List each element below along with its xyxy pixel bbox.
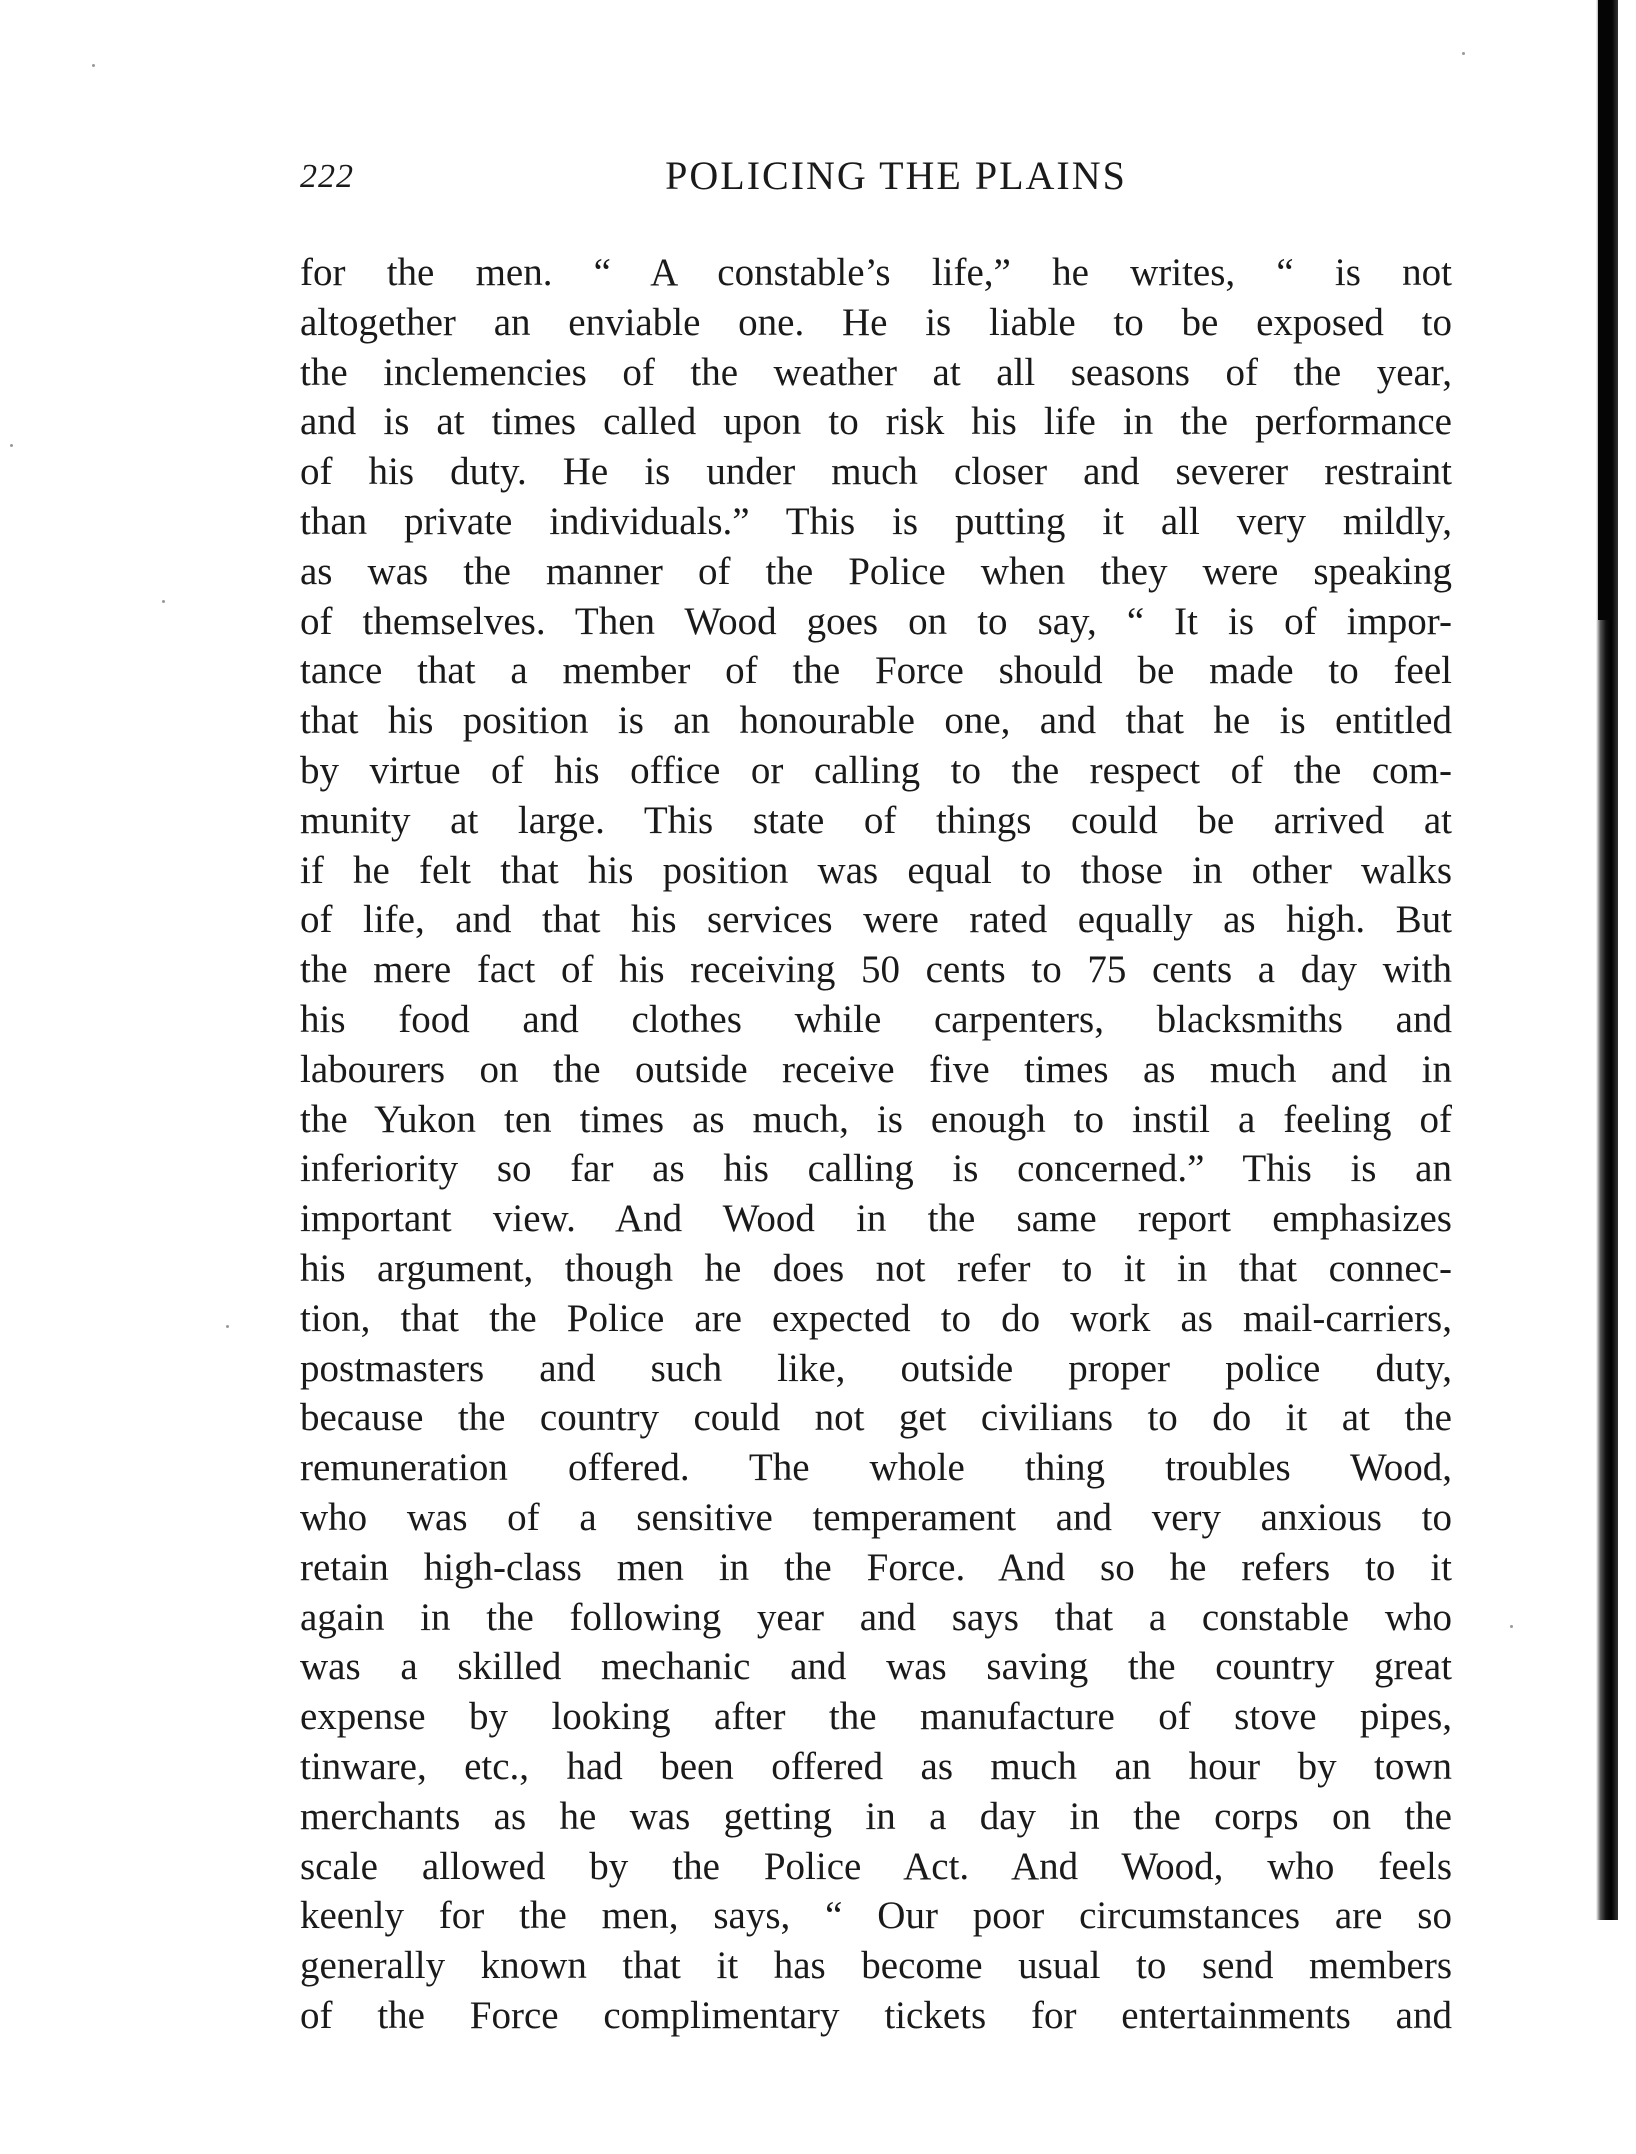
text-line: tinware, etc., had been offered as much an hour by town [300,1744,1452,1788]
text-line: who was of a sensitive temperament and very anxious to [300,1495,1452,1539]
text-line: merchants as he was getting in a day in the corps on the [300,1794,1452,1838]
scan-speck [10,444,13,447]
text-line: was a skilled mechanic and was saving the country great [300,1645,1452,1689]
text-line: as was the manner of the Police when they were speaking [300,549,1452,593]
text-line: of his duty. He is under much closer and severer restraint [300,450,1452,494]
text-line: tance that a member of the Force should be made to feel [300,649,1452,693]
text-line: by virtue of his office or calling to the respect of the com- [300,748,1452,792]
page-header [300,152,1452,212]
running-head: POLICING THE PLAINS [665,153,1127,198]
text-line: of life, and that his services were rated equally as high. But [300,898,1452,942]
text-line: altogether an enviable one. He is liable to be exposed to [300,300,1452,344]
text-line: remuneration offered. The whole thing troubles Wood, [300,1446,1452,1490]
text-line: that his position is an honourable one, and that he is entitled [300,699,1452,743]
text-line: if he felt that his position was equal to those in other walks [300,848,1452,892]
text-line: again in the following year and says that a constable who [300,1595,1452,1639]
scan-speck [1510,1625,1513,1628]
text-line: the inclemencies of the weather at all seasons of the year, [300,350,1452,394]
text-line: scale allowed by the Police Act. And Wood, who feels [300,1844,1452,1888]
scan-speck [1462,52,1465,55]
text-line: the mere fact of his receiving 50 cents to 75 cents a day with [300,948,1452,992]
text-line: his argument, though he does not refer to it in that connec- [300,1246,1452,1290]
scan-speck [162,600,165,603]
page-binding-edge [1598,0,1612,620]
body-text [300,248,1452,2041]
text-line: munity at large. This state of things could be arrived at [300,798,1452,842]
text-line: for the men. “ A constable’s life,” he writes, “ is not [300,251,1452,294]
text-line: than private individuals.” This is putting it all very mildly, [300,499,1452,543]
text-line: labourers on the outside receive five times as much and in [300,1047,1452,1091]
text-line: of themselves. Then Wood goes on to say, “ It is of impor- [300,599,1452,643]
text-line: important view. And Wood in the same report emphasizes [300,1197,1452,1241]
text-line: and is at times called upon to risk his life in the performance [300,400,1452,444]
text-line: postmasters and such like, outside proper police duty, [300,1346,1452,1390]
page-number: 222 [300,158,354,195]
text-line: his food and clothes while carpenters, blacksmiths and [300,997,1452,1041]
text-line: inferiority so far as his calling is concerned.” This is an [300,1147,1452,1191]
text-line: expense by looking after the manufacture of stove pipes, [300,1695,1452,1739]
text-line: tion, that the Police are expected to do work as mail-carriers, [300,1296,1452,1340]
text-line: of the Force complimentary tickets for entertainments and [300,1993,1452,2037]
text-line: retain high-class men in the Force. And so he refers to it [300,1545,1452,1589]
text-line: the Yukon ten times as much, is enough to instil a feeling of [300,1097,1452,1141]
text-line: because the country could not get civilians to do it at the [300,1396,1452,1440]
scan-speck [92,64,95,67]
text-line: generally known that it has become usual to send members [300,1944,1452,1988]
text-line: keenly for the men, says, “ Our poor circumstances are so [300,1894,1452,1938]
scan-speck [226,1325,229,1328]
